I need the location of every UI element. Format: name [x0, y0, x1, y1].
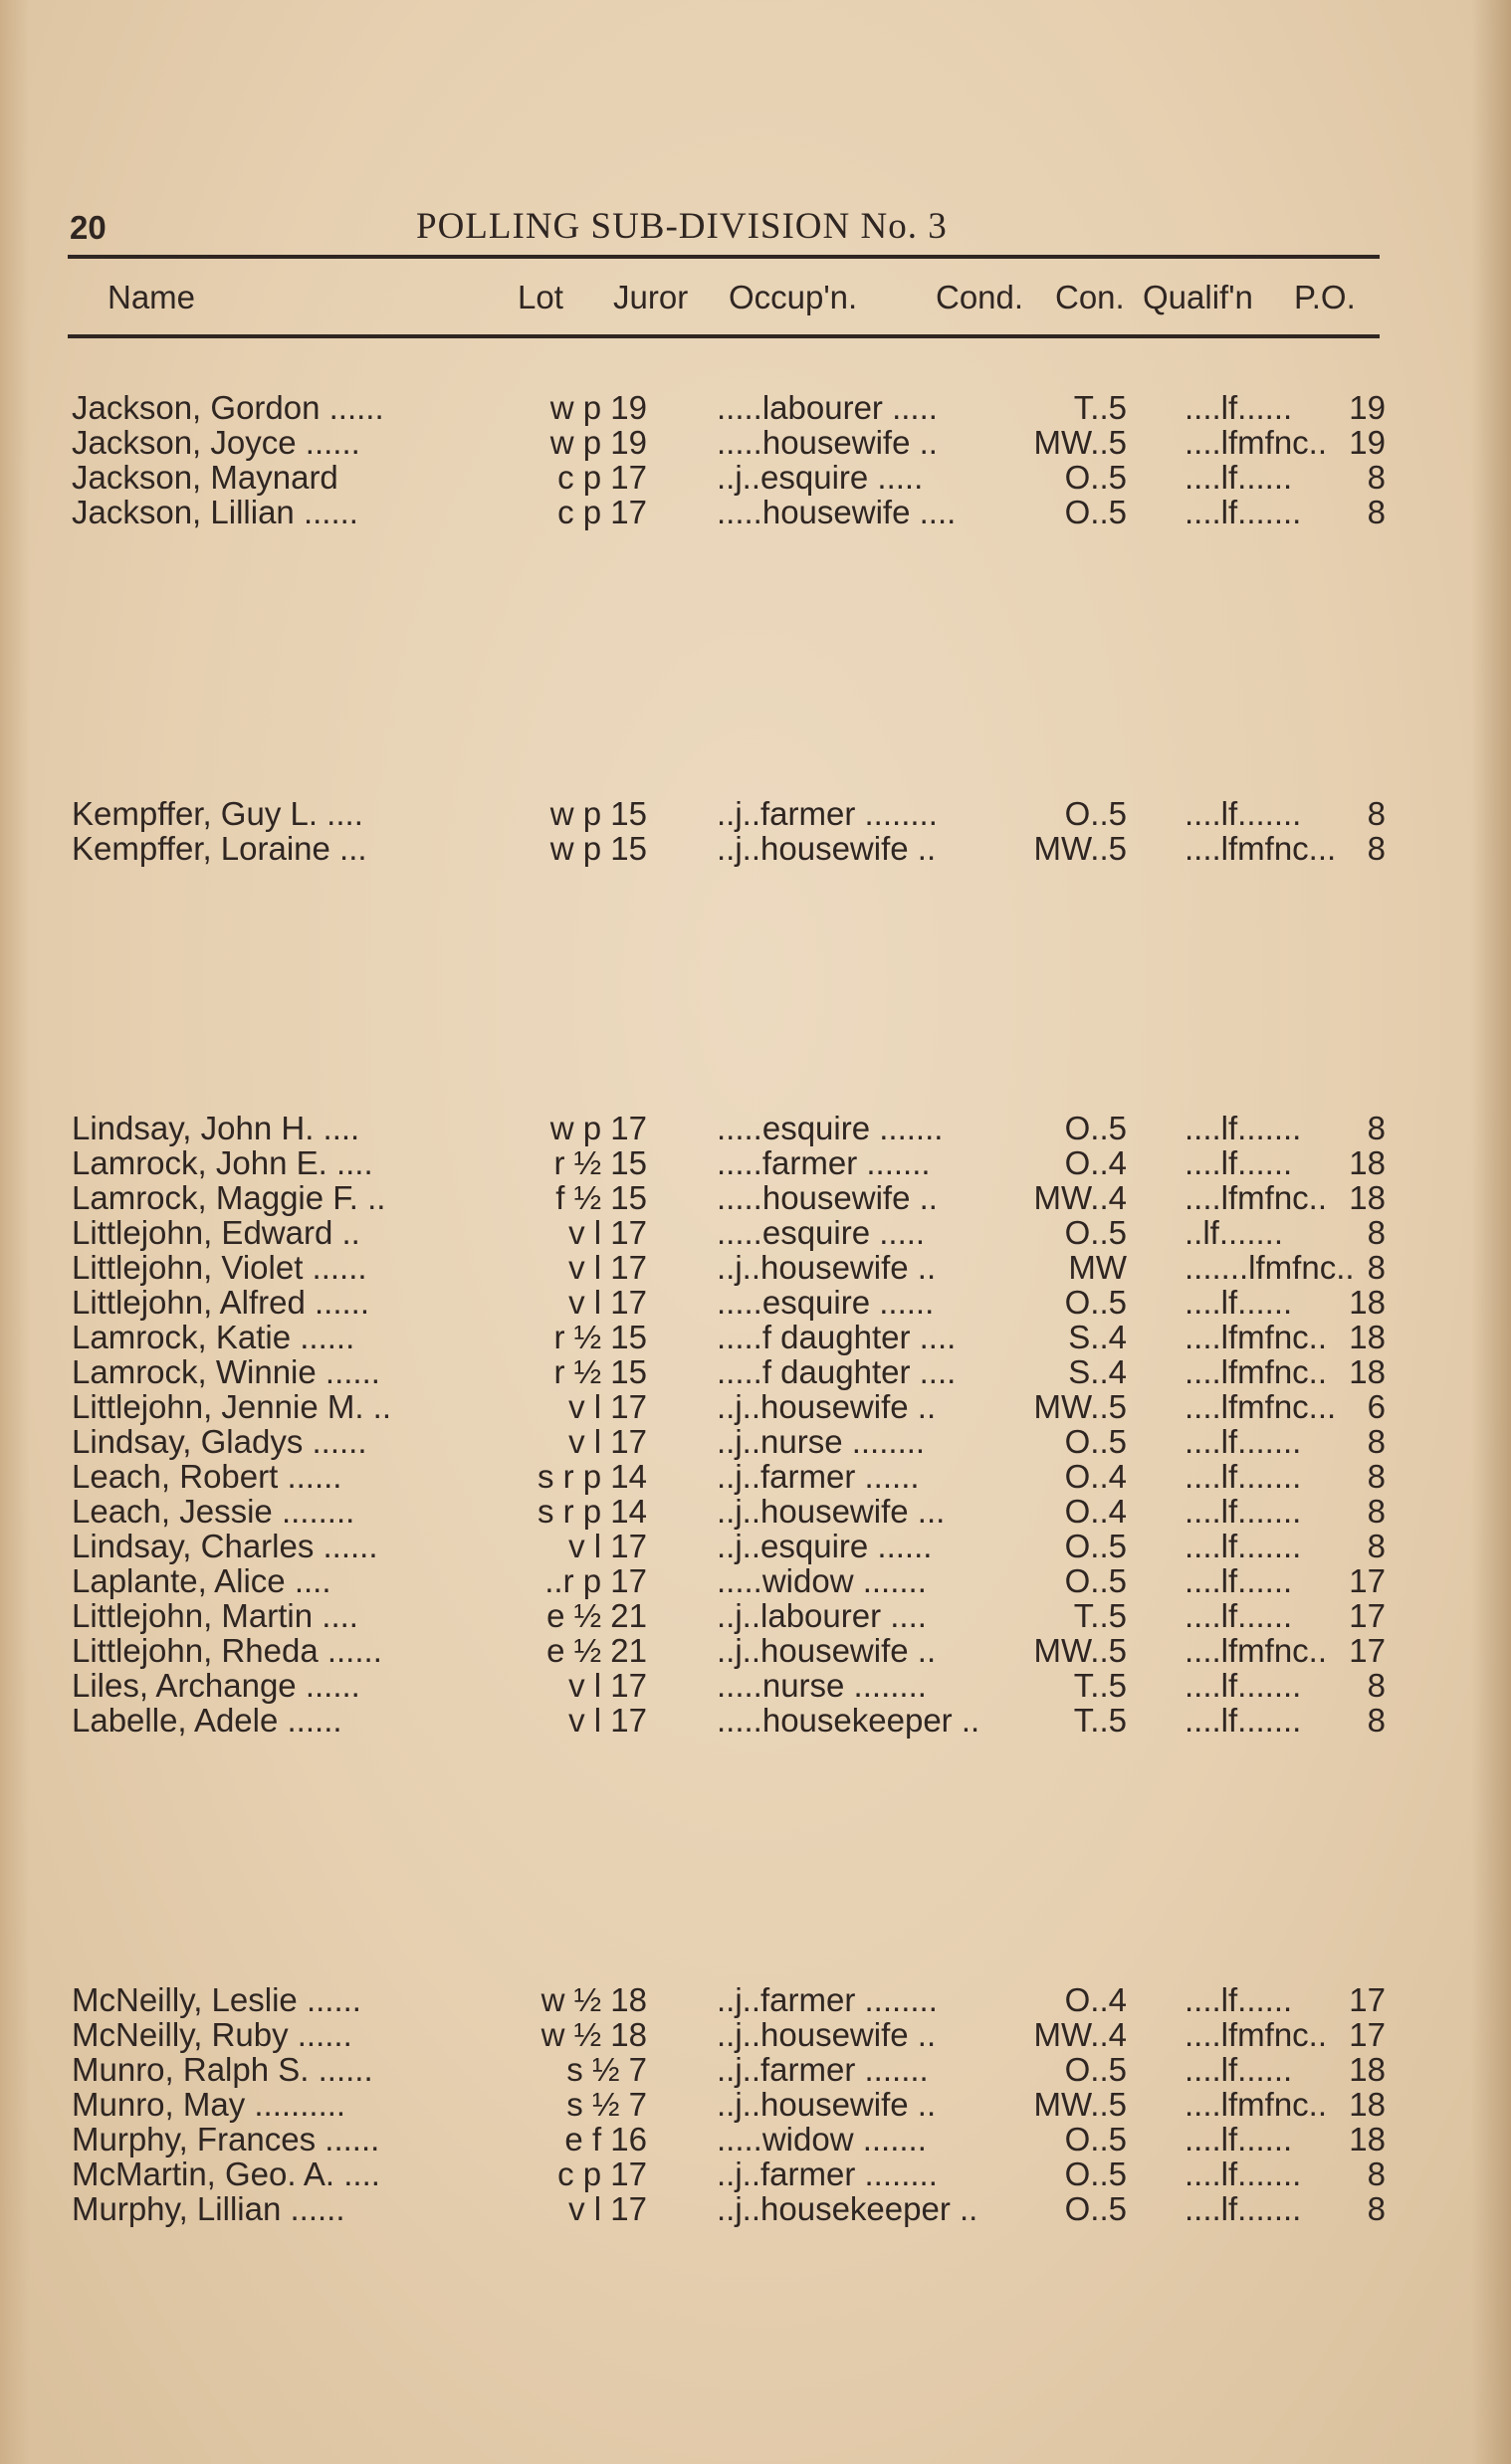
voter-post-office: 17 [1349, 1562, 1386, 1599]
voter-post-office: 8 [1367, 2156, 1386, 2192]
voter-occupation: .....labourer ..... [717, 389, 938, 426]
voter-post-office: 19 [1349, 424, 1386, 461]
voter-name: Jackson, Lillian ...... [72, 494, 358, 530]
voter-occupation: .....esquire ...... [717, 1284, 935, 1321]
voter-occupation: ..j..esquire ..... [717, 459, 924, 496]
voter-occupation: .....nurse ........ [717, 1667, 927, 1704]
voter-post-office: 18 [1349, 1144, 1386, 1181]
voter-lot: r ½ 15 [553, 1319, 647, 1355]
voter-qualification: .......lfmfnc.. [1185, 1249, 1355, 1286]
voter-row [72, 1598, 1386, 1633]
voter-occupation: .....widow ....... [717, 2121, 927, 2157]
voter-condition: O..5 [1064, 2156, 1127, 2192]
voter-lot: e f 16 [564, 2121, 647, 2157]
voter-name: Lamrock, Winnie ...... [72, 1353, 380, 1390]
voter-condition: O..4 [1064, 1493, 1127, 1530]
voter-row [72, 1111, 1386, 1145]
voter-name: Munro, Ralph S. ...... [72, 2051, 373, 2088]
col-head-po: P.O. [1294, 279, 1356, 315]
voter-qualification: ....lfmfnc.. [1185, 424, 1328, 461]
voter-post-office: 8 [1367, 2190, 1386, 2227]
voter-name: Littlejohn, Jennie M. .. [72, 1388, 392, 1425]
voter-name: Lindsay, Gladys ...... [72, 1423, 367, 1460]
voter-qualification: ....lf....... [1185, 1528, 1302, 1564]
voter-row [72, 1529, 1386, 1563]
voter-condition: S..4 [1068, 1353, 1127, 1390]
voter-condition: S..4 [1068, 1319, 1127, 1355]
voter-row [72, 390, 1386, 425]
voter-name: Littlejohn, Edward .. [72, 1214, 360, 1251]
voter-lot: v l 17 [568, 1667, 647, 1704]
voter-row [72, 1494, 1386, 1529]
voter-occupation: .....f daughter .... [717, 1353, 957, 1390]
voter-qualification: ....lf....... [1185, 795, 1302, 832]
group-j [72, 390, 1386, 529]
voter-post-office: 17 [1349, 1981, 1386, 2018]
voter-occupation: ..j..housekeeper .. [717, 2190, 978, 2227]
voter-post-office: 17 [1349, 1632, 1386, 1669]
voter-lot: w p 17 [549, 1110, 647, 1146]
voter-qualification: ....lf...... [1185, 389, 1293, 426]
voter-row [72, 2052, 1386, 2087]
voter-row [72, 1982, 1386, 2017]
voter-name: Jackson, Gordon ...... [72, 389, 384, 426]
voter-condition: O..5 [1064, 1528, 1127, 1564]
voter-name: Littlejohn, Alfred ...... [72, 1284, 369, 1321]
voter-lot: s r p 14 [537, 1458, 647, 1495]
voter-condition: O..5 [1064, 2051, 1127, 2088]
voter-lot: v l 17 [568, 1249, 647, 1286]
voter-row [72, 1459, 1386, 1494]
header-rule-top [68, 255, 1380, 259]
voter-name: Murphy, Frances ...... [72, 2121, 380, 2157]
voter-occupation: .....esquire ..... [717, 1214, 926, 1251]
voter-occupation: .....f daughter .... [717, 1319, 957, 1355]
voter-occupation: .....housekeeper .. [717, 1702, 980, 1739]
voter-condition: O..4 [1064, 1981, 1127, 2018]
voter-row [72, 2122, 1386, 2156]
voter-name: Labelle, Adele ...... [72, 1702, 342, 1739]
voter-row [72, 1633, 1386, 1668]
voter-name: Littlejohn, Rheda ...... [72, 1632, 382, 1669]
voter-condition: O..5 [1064, 1110, 1127, 1146]
voter-post-office: 8 [1367, 1249, 1386, 1286]
voter-occupation: .....esquire ....... [717, 1110, 944, 1146]
voter-post-office: 8 [1367, 1667, 1386, 1704]
voter-qualification: ....lfmfnc.. [1185, 1319, 1328, 1355]
voter-row [72, 1320, 1386, 1354]
voter-post-office: 8 [1367, 1702, 1386, 1739]
voter-post-office: 19 [1349, 389, 1386, 426]
voter-post-office: 8 [1367, 1423, 1386, 1460]
voter-lot: w ½ 18 [540, 2016, 647, 2053]
voter-qualification: ....lfmfnc.. [1185, 2016, 1328, 2053]
col-head-con: Con. [1055, 279, 1125, 315]
voter-lot: f ½ 15 [555, 1179, 647, 1216]
voter-post-office: 17 [1349, 2016, 1386, 2053]
voter-post-office: 6 [1367, 1388, 1386, 1425]
voter-name: Jackson, Joyce ...... [72, 424, 360, 461]
voter-condition: MW..5 [1033, 1388, 1127, 1425]
voter-condition: O..5 [1064, 459, 1127, 496]
voter-name: Lamrock, Maggie F. .. [72, 1179, 386, 1216]
voter-occupation: ..j..farmer ....... [717, 2051, 929, 2088]
voter-post-office: 8 [1367, 494, 1386, 530]
voter-lot: v l 17 [568, 2190, 647, 2227]
voter-row [72, 2087, 1386, 2122]
voter-row [72, 1354, 1386, 1389]
voter-name: McMartin, Geo. A. .... [72, 2156, 380, 2192]
voter-qualification: ....lf....... [1185, 1493, 1302, 1530]
group-k [72, 796, 1386, 866]
voter-post-office: 8 [1367, 1493, 1386, 1530]
voter-condition: O..4 [1064, 1144, 1127, 1181]
voter-name: Kempffer, Guy L. .... [72, 795, 363, 832]
col-head-juror: Juror [613, 279, 689, 315]
voter-row [72, 425, 1386, 460]
voter-condition: T..5 [1073, 389, 1127, 426]
voter-occupation: ..j..housewife ... [717, 1493, 946, 1530]
col-head-occupation: Occup'n. [729, 279, 858, 315]
voter-lot: e ½ 21 [546, 1632, 647, 1669]
voter-qualification: ....lfmfnc... [1185, 1388, 1337, 1425]
voter-post-office: 18 [1349, 2121, 1386, 2157]
voter-qualification: ....lf...... [1185, 1981, 1293, 2018]
voter-name: Leach, Robert ...... [72, 1458, 342, 1495]
voter-occupation: ..j..farmer ........ [717, 1981, 938, 2018]
voter-lot: w p 15 [549, 830, 647, 867]
voter-qualification: ....lfmfnc.. [1185, 2086, 1328, 2123]
voter-qualification: ....lf...... [1185, 459, 1293, 496]
voter-post-office: 8 [1367, 830, 1386, 867]
voter-name: McNeilly, Leslie ...... [72, 1981, 361, 2018]
voter-occupation: ..j..housewife .. [717, 830, 937, 867]
voter-post-office: 8 [1367, 1214, 1386, 1251]
voter-post-office: 8 [1367, 1528, 1386, 1564]
voter-lot: r ½ 15 [553, 1353, 647, 1390]
voter-row [72, 460, 1386, 495]
voter-row [72, 2191, 1386, 2226]
voter-condition: MW..5 [1033, 424, 1127, 461]
voter-occupation: .....widow ....... [717, 1562, 927, 1599]
voter-post-office: 8 [1367, 1458, 1386, 1495]
voter-condition: O..5 [1064, 1284, 1127, 1321]
voter-qualification: ....lf...... [1185, 1144, 1293, 1181]
voter-name: Laplante, Alice .... [72, 1562, 331, 1599]
voter-row [72, 1250, 1386, 1285]
voter-row [72, 2156, 1386, 2191]
voter-name: Kempffer, Loraine ... [72, 830, 367, 867]
voter-occupation: .....housewife .. [717, 424, 938, 461]
voter-condition: MW [1068, 1249, 1127, 1286]
voter-name: Munro, May .......... [72, 2086, 346, 2123]
voter-lot: v l 17 [568, 1528, 647, 1564]
voter-occupation: ..j..housewife .. [717, 1632, 937, 1669]
voter-qualification: ....lf....... [1185, 1667, 1302, 1704]
voter-condition: O..5 [1064, 1423, 1127, 1460]
voter-post-office: 18 [1349, 1353, 1386, 1390]
voter-post-office: 18 [1349, 2086, 1386, 2123]
voter-post-office: 8 [1367, 795, 1386, 832]
voter-post-office: 8 [1367, 459, 1386, 496]
voter-condition: O..5 [1064, 2190, 1127, 2227]
voter-occupation: ..j..farmer ........ [717, 795, 938, 832]
voter-lot: r ½ 15 [553, 1144, 647, 1181]
voter-row [72, 1703, 1386, 1738]
voter-condition: T..5 [1073, 1667, 1127, 1704]
voter-qualification: ....lf....... [1185, 1110, 1302, 1146]
running-head: POLLING SUB-DIVISION No. 3 [416, 206, 948, 247]
voter-condition: O..5 [1064, 2121, 1127, 2157]
voter-qualification: ..lf....... [1185, 1214, 1284, 1251]
voter-occupation: .....farmer ....... [717, 1144, 931, 1181]
voter-condition: MW..4 [1033, 1179, 1127, 1216]
voter-qualification: ....lf...... [1185, 1562, 1293, 1599]
page-number: 20 [70, 209, 107, 246]
voter-name: Leach, Jessie ........ [72, 1493, 355, 1530]
voter-lot: s ½ 7 [566, 2051, 647, 2088]
header-rule-bottom [68, 334, 1380, 338]
voter-row [72, 1424, 1386, 1459]
voter-occupation: ..j..housewife .. [717, 1388, 937, 1425]
voter-row [72, 1389, 1386, 1424]
voter-name: McNeilly, Ruby ...... [72, 2016, 352, 2053]
page-edge-left [0, 0, 30, 2464]
voter-occupation: ..j..farmer ........ [717, 2156, 938, 2192]
voter-row [72, 1563, 1386, 1598]
voter-name: Littlejohn, Violet ...... [72, 1249, 367, 1286]
voter-condition: MW..4 [1033, 2016, 1127, 2053]
voter-condition: MW..5 [1033, 830, 1127, 867]
voter-condition: MW..5 [1033, 1632, 1127, 1669]
voter-qualification: ....lf....... [1185, 2190, 1302, 2227]
voter-qualification: ....lf...... [1185, 2051, 1293, 2088]
voter-post-office: 18 [1349, 1319, 1386, 1355]
voter-occupation: ..j..labourer .... [717, 1597, 927, 1634]
voter-lot: v l 17 [568, 1284, 647, 1321]
voter-name: Murphy, Lillian ...... [72, 2190, 345, 2227]
voter-qualification: ....lfmfnc.. [1185, 1179, 1328, 1216]
voter-condition: MW..5 [1033, 2086, 1127, 2123]
voter-lot: c p 17 [557, 2156, 647, 2192]
voter-lot: s ½ 7 [566, 2086, 647, 2123]
voter-qualification: ....lf....... [1185, 1458, 1302, 1495]
col-head-lot: Lot [518, 279, 563, 315]
voter-occupation: .....housewife .. [717, 1179, 938, 1216]
voter-row [72, 1180, 1386, 1215]
voter-occupation: ..j..farmer ...... [717, 1458, 920, 1495]
voter-occupation: .....housewife .... [717, 494, 957, 530]
voter-lot: v l 17 [568, 1702, 647, 1739]
page-edge-right [1471, 0, 1511, 2464]
voter-qualification: ....lf....... [1185, 494, 1302, 530]
voter-row [72, 2017, 1386, 2052]
voter-condition: T..5 [1073, 1702, 1127, 1739]
voter-qualification: ....lf...... [1185, 1284, 1293, 1321]
voter-qualification: ....lfmfnc... [1185, 830, 1337, 867]
voter-occupation: ..j..housewife .. [717, 2086, 937, 2123]
voter-lot: v l 17 [568, 1388, 647, 1425]
voter-occupation: ..j..esquire ...... [717, 1528, 933, 1564]
voter-row [72, 1215, 1386, 1250]
voter-row [72, 831, 1386, 866]
voter-qualification: ....lf....... [1185, 1702, 1302, 1739]
voter-name: Lindsay, Charles ...... [72, 1528, 378, 1564]
voter-lot: ..r p 17 [544, 1562, 647, 1599]
col-head-qualification: Qualif'n [1143, 279, 1253, 315]
voter-lot: v l 17 [568, 1214, 647, 1251]
voter-condition: O..4 [1064, 1458, 1127, 1495]
voter-name: Lamrock, John E. .... [72, 1144, 373, 1181]
voter-post-office: 18 [1349, 1179, 1386, 1216]
voter-occupation: ..j..housewife .. [717, 2016, 937, 2053]
group-m [72, 1982, 1386, 2226]
voter-lot: c p 17 [557, 459, 647, 496]
voter-condition: O..5 [1064, 494, 1127, 530]
voter-row [72, 796, 1386, 831]
voter-post-office: 17 [1349, 1597, 1386, 1634]
voter-occupation: ..j..nurse ........ [717, 1423, 926, 1460]
voter-row [72, 495, 1386, 529]
voter-post-office: 18 [1349, 1284, 1386, 1321]
col-head-name: Name [108, 279, 196, 315]
voter-row [72, 1285, 1386, 1320]
voter-lot: s r p 14 [537, 1493, 647, 1530]
voter-name: Littlejohn, Martin .... [72, 1597, 358, 1634]
voter-qualification: ....lf...... [1185, 1597, 1293, 1634]
voter-name: Lamrock, Katie ...... [72, 1319, 355, 1355]
voter-lot: w p 19 [549, 389, 647, 426]
voter-qualification: ....lf...... [1185, 2121, 1293, 2157]
voter-lot: v l 17 [568, 1423, 647, 1460]
voter-qualification: ....lfmfnc.. [1185, 1353, 1328, 1390]
group-l [72, 1111, 1386, 1738]
voter-qualification: ....lf....... [1185, 2156, 1302, 2192]
voter-post-office: 8 [1367, 1110, 1386, 1146]
voter-condition: T..5 [1073, 1597, 1127, 1634]
voter-condition: O..5 [1064, 1562, 1127, 1599]
voter-qualification: ....lfmfnc.. [1185, 1632, 1328, 1669]
voter-lot: c p 17 [557, 494, 647, 530]
voter-lot: w p 19 [549, 424, 647, 461]
voter-name: Jackson, Maynard [72, 459, 338, 496]
voter-qualification: ....lf....... [1185, 1423, 1302, 1460]
voter-occupation: ..j..housewife .. [717, 1249, 937, 1286]
voter-condition: O..5 [1064, 1214, 1127, 1251]
voter-lot: w ½ 18 [540, 1981, 647, 2018]
voter-row [72, 1668, 1386, 1703]
voter-condition: O..5 [1064, 795, 1127, 832]
voter-name: Lindsay, John H. .... [72, 1110, 360, 1146]
voter-name: Liles, Archange ...... [72, 1667, 360, 1704]
voter-lot: e ½ 21 [546, 1597, 647, 1634]
voter-lot: w p 15 [549, 795, 647, 832]
voter-row [72, 1145, 1386, 1180]
col-head-cond: Cond. [936, 279, 1024, 315]
voter-post-office: 18 [1349, 2051, 1386, 2088]
